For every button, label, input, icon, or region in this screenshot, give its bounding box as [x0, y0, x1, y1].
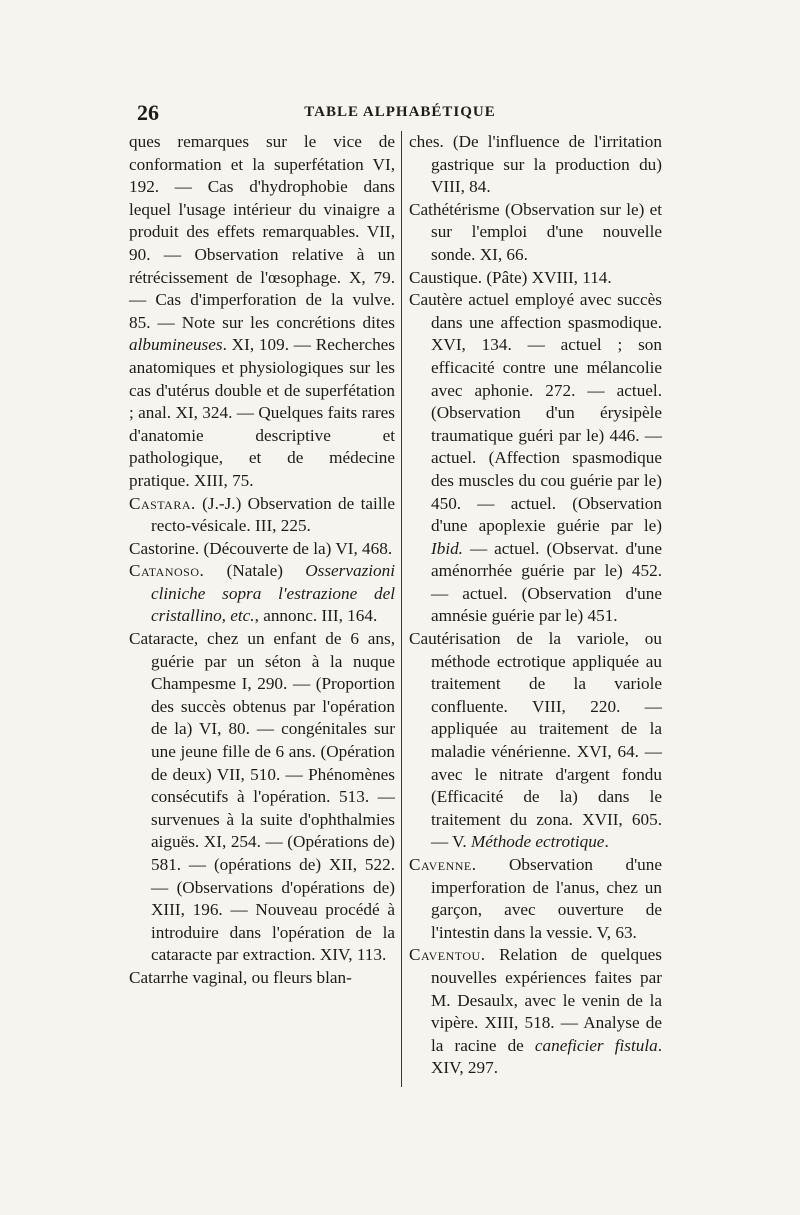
entry-text: Cautère actuel employé avec succès dans une affection spasmodique. XVI, 134. — actuel ; son efficacité contre une mélancolie avec aphonie. 272. — actuel. (Observation d'un érysipèle traumatique guéri par le) 446. — actuel. (Affection spasmodique des muscles du cou guérie par le) 450. — actuel. (Observation d'une apoplexie guérie par le): [409, 290, 662, 536]
entry-text: ques remarques sur le vice de conformation et la superfétation VI, 192. — Cas d'hydrophobie dans lequel l'usage intérieur du vinaigre a produit des effets remarquables. VII, 90. — Observation relative à un rétrécissement de l'œsophage. X, 79. — Cas d'imperforation de la vulve. 85. — Note sur les concrétions dites: [129, 132, 395, 332]
entry-tail: — actuel. (Observat. d'une aménorrhée guérie par le) 452. — actuel. (Observation d'une amnésie guérie par le) 451.: [431, 538, 662, 626]
entry-text: ches. (De l'influence de l'irritation gastrique sur la production du) VIII, 84.: [409, 132, 662, 197]
page-number: 26: [137, 100, 159, 125]
entry-cautere: [409, 289, 662, 628]
entry-text: Relation de quelques nouvelles expériences faites par M. Desaulx, avec le venin de la vipère. XIII, 518. — Analyse de la racine de: [431, 945, 662, 1055]
entry-text: (Natale): [204, 561, 306, 581]
entry-castara: [129, 493, 395, 538]
entry-head: Catanoso.: [129, 561, 205, 581]
entry-catarrhe-cont: [409, 131, 662, 199]
entry-head: Caventou.: [409, 945, 486, 965]
running-head: TABLE ALPHABÉTIQUE: [304, 104, 496, 120]
entry-tail: . XI, 109. — Recherches anatomiques et physiologiques sur les cas d'utérus double et de superfétation ; anal. XI, 324. — Quelques faits rares d'anatomie descriptive et pathologique, et de médecine pratique. XIII, 75.: [129, 335, 395, 490]
entry-italic: Ibid.: [431, 538, 463, 558]
entry-text: Cathétérisme (Observation sur le) et sur l'emploi d'une nouvelle sonde. XI, 66.: [409, 199, 662, 264]
entry-conformation: [129, 131, 395, 493]
entry-cataracte: [129, 628, 395, 967]
entry-italic: Méthode ectrotique: [470, 832, 605, 852]
entry-head: Castara.: [129, 493, 196, 513]
entry-italic: caneficier fistula: [534, 1035, 658, 1055]
entry-italic: Osservazioni cliniche sopra l'estrazione del cristallino, etc.: [151, 561, 395, 626]
left-column: [129, 131, 395, 990]
entry-head: Cavenne.: [409, 855, 477, 874]
entry-cauterisation: [409, 628, 662, 854]
entry-text: (J.-J.) Observation de taille recto-vésicale. III, 225.: [151, 493, 395, 536]
entry-text: Observation d'une imperforation de l'anus, chez un garçon, avec ouverture de l'intestin dans la vessie. V, 63.: [431, 855, 662, 942]
entry-text: Cataracte, chez un enfant de 6 ans, guérie par un séton à la nuque Champesme I, 290. — (Proportion des succès obtenus par l'opération de la) VI, 80. — congénitales sur une jeune fille de 6 ans. (Opération de deux) VII, 510. — Phénomènes consécutifs à l'opération. 513. — survenues à la suite d'ophthalmies aiguës. XI, 254. — (Opérations de) 581. — (opérations de) XII, 522. — (Observations d'opérations de) XIII, 196. — Nouveau procédé à introduire dans l'opération de la cataracte par extraction. XIV, 113.: [129, 629, 395, 965]
right-column: [409, 131, 662, 1080]
entry-text: Castorine. (Découverte de la) VI, 468.: [129, 538, 393, 558]
entry-italic: albumineuses: [129, 335, 223, 355]
entry-tail: .: [604, 832, 609, 852]
entry-castorine: [129, 538, 395, 561]
entry-tail: , annonc. III, 164.: [254, 606, 378, 626]
entry-text: Cautérisation de la variole, ou méthode ectrotique appliquée au traitement de la variole confluente. VIII, 220. — appliquée au traitement de la maladie vénérienne. XVI, 64. — avec le nitrate d'argent fondu (Efficacité de la) dans le traitement du zona. XVII, 605. — V.: [409, 629, 662, 852]
entry-tail: . XIV, 297.: [431, 1035, 662, 1078]
entry-cavenne: [409, 854, 662, 944]
entry-catanoso: [129, 560, 395, 628]
entry-caventou: [409, 944, 662, 1080]
entry-catheterisme: [409, 199, 662, 267]
entry-text: Catarrhe vaginal, ou fleurs blan-: [129, 967, 352, 987]
entry-caustique: [409, 267, 662, 290]
entry-text: Caustique. (Pâte) XVIII, 114.: [409, 267, 612, 287]
column-divider: [401, 131, 402, 1087]
entry-catarrhe: [129, 967, 395, 990]
